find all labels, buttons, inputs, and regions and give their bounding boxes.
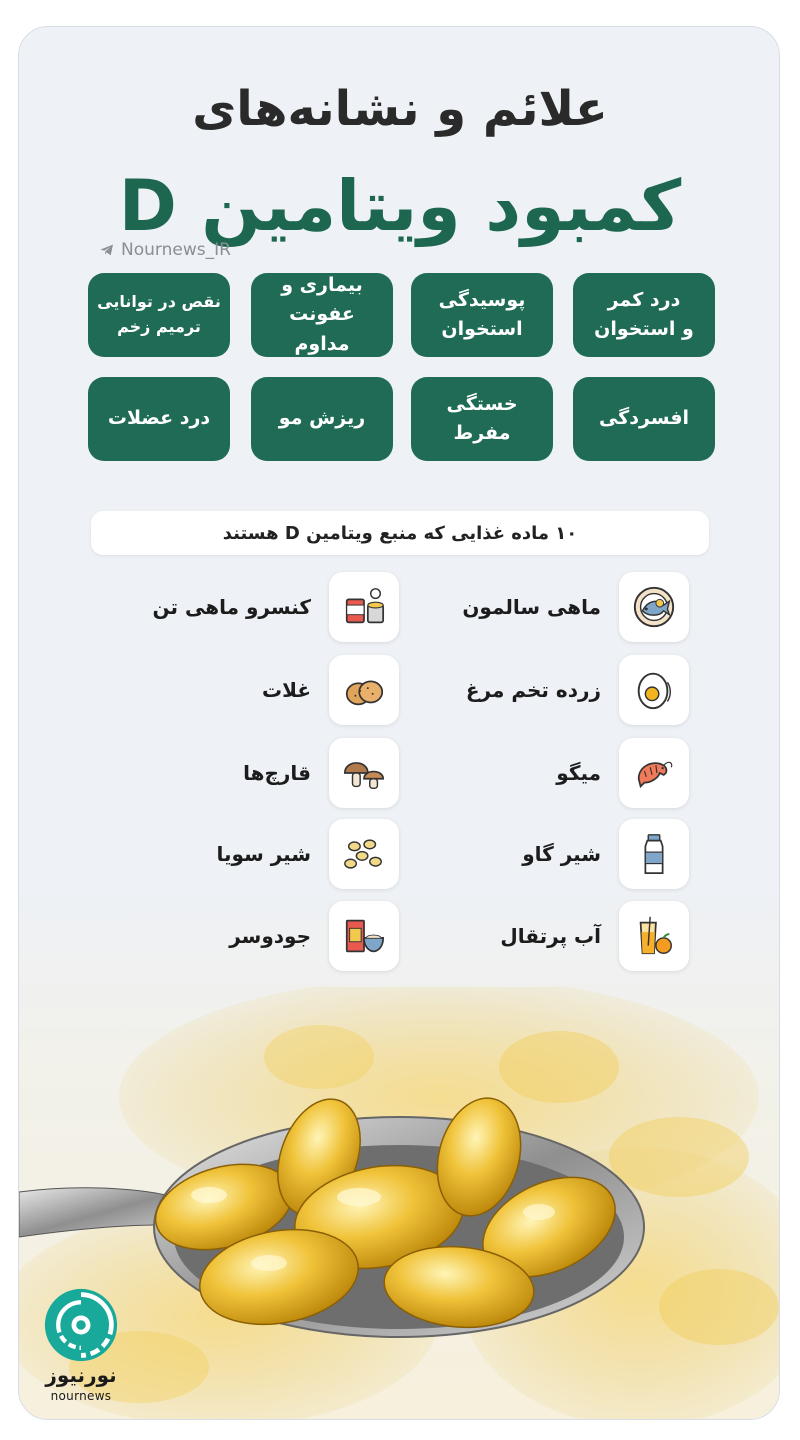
food-item-cow-milk [399,818,689,890]
symptom-hair-loss: ریزش مو [251,377,393,461]
orange-juice-icon [619,901,689,971]
food-item-shrimp [399,737,689,809]
soy-beans-icon [329,819,399,889]
telegram-icon [99,242,115,258]
milk-bottle-icon [619,819,689,889]
grain-bread-icon [329,655,399,725]
food-item-tuna [109,571,399,643]
food-label: قارچ‌ها [243,761,311,785]
egg-icon [619,655,689,725]
shrimp-icon [619,738,689,808]
food-item-egg [399,654,689,726]
food-item-soy-milk [109,818,399,890]
food-label: جودوسر [229,924,311,948]
handle-text: Nournews_IR [121,240,231,260]
food-item-mushrooms [109,737,399,809]
nournews-logo-mark-icon [43,1287,119,1363]
tuna-can-icon [329,572,399,642]
food-label: شیر گاو [522,842,601,866]
logo-english-text: nournews [50,1389,112,1403]
food-item-oats [109,900,399,972]
food-label: آب پرتقال [500,924,601,948]
food-label: غلات [262,678,311,702]
logo-persian-text: نورنیوز [45,1363,117,1387]
food-label: میگو [556,761,601,785]
food-item-grains [109,654,399,726]
food-item-salmon [399,571,689,643]
symptom-persistent-infection: بیماری و عفونت مداوم [251,273,393,357]
food-label: زرده تخم مرغ [465,678,601,702]
salmon-plate-icon [619,572,689,642]
symptom-bone-decay: پوسیدگی استخوان [411,273,553,357]
nournews-logo [39,1287,123,1407]
food-label: کنسرو ماهی تن [152,595,311,619]
symptom-muscle-pain: درد عضلات [88,377,230,461]
telegram-handle [99,237,231,263]
vitamin-d-capsules-photo [19,987,780,1420]
food-label: شیر سویا [216,842,311,866]
symptom-back-bone-pain: درد کمر و استخوان [573,273,715,357]
infographic-card [18,26,780,1420]
food-label: ماهی سالمون [462,595,601,619]
symptom-fatigue: خستگی مفرط [411,377,553,461]
symptom-wound-healing: نقص در توانایی ترمیم زخم [88,273,230,357]
mushroom-icon [329,738,399,808]
food-item-orange-juice [399,900,689,972]
title-line-1: علائم و نشانه‌های [192,81,608,137]
foods-section-title: ۱۰ ماده غذایی که منبع ویتامین D هستند [91,511,709,555]
title-line-2: کمبود ویتامین D [118,165,682,247]
oat-cereal-icon [329,901,399,971]
symptom-depression: افسردگی [573,377,715,461]
